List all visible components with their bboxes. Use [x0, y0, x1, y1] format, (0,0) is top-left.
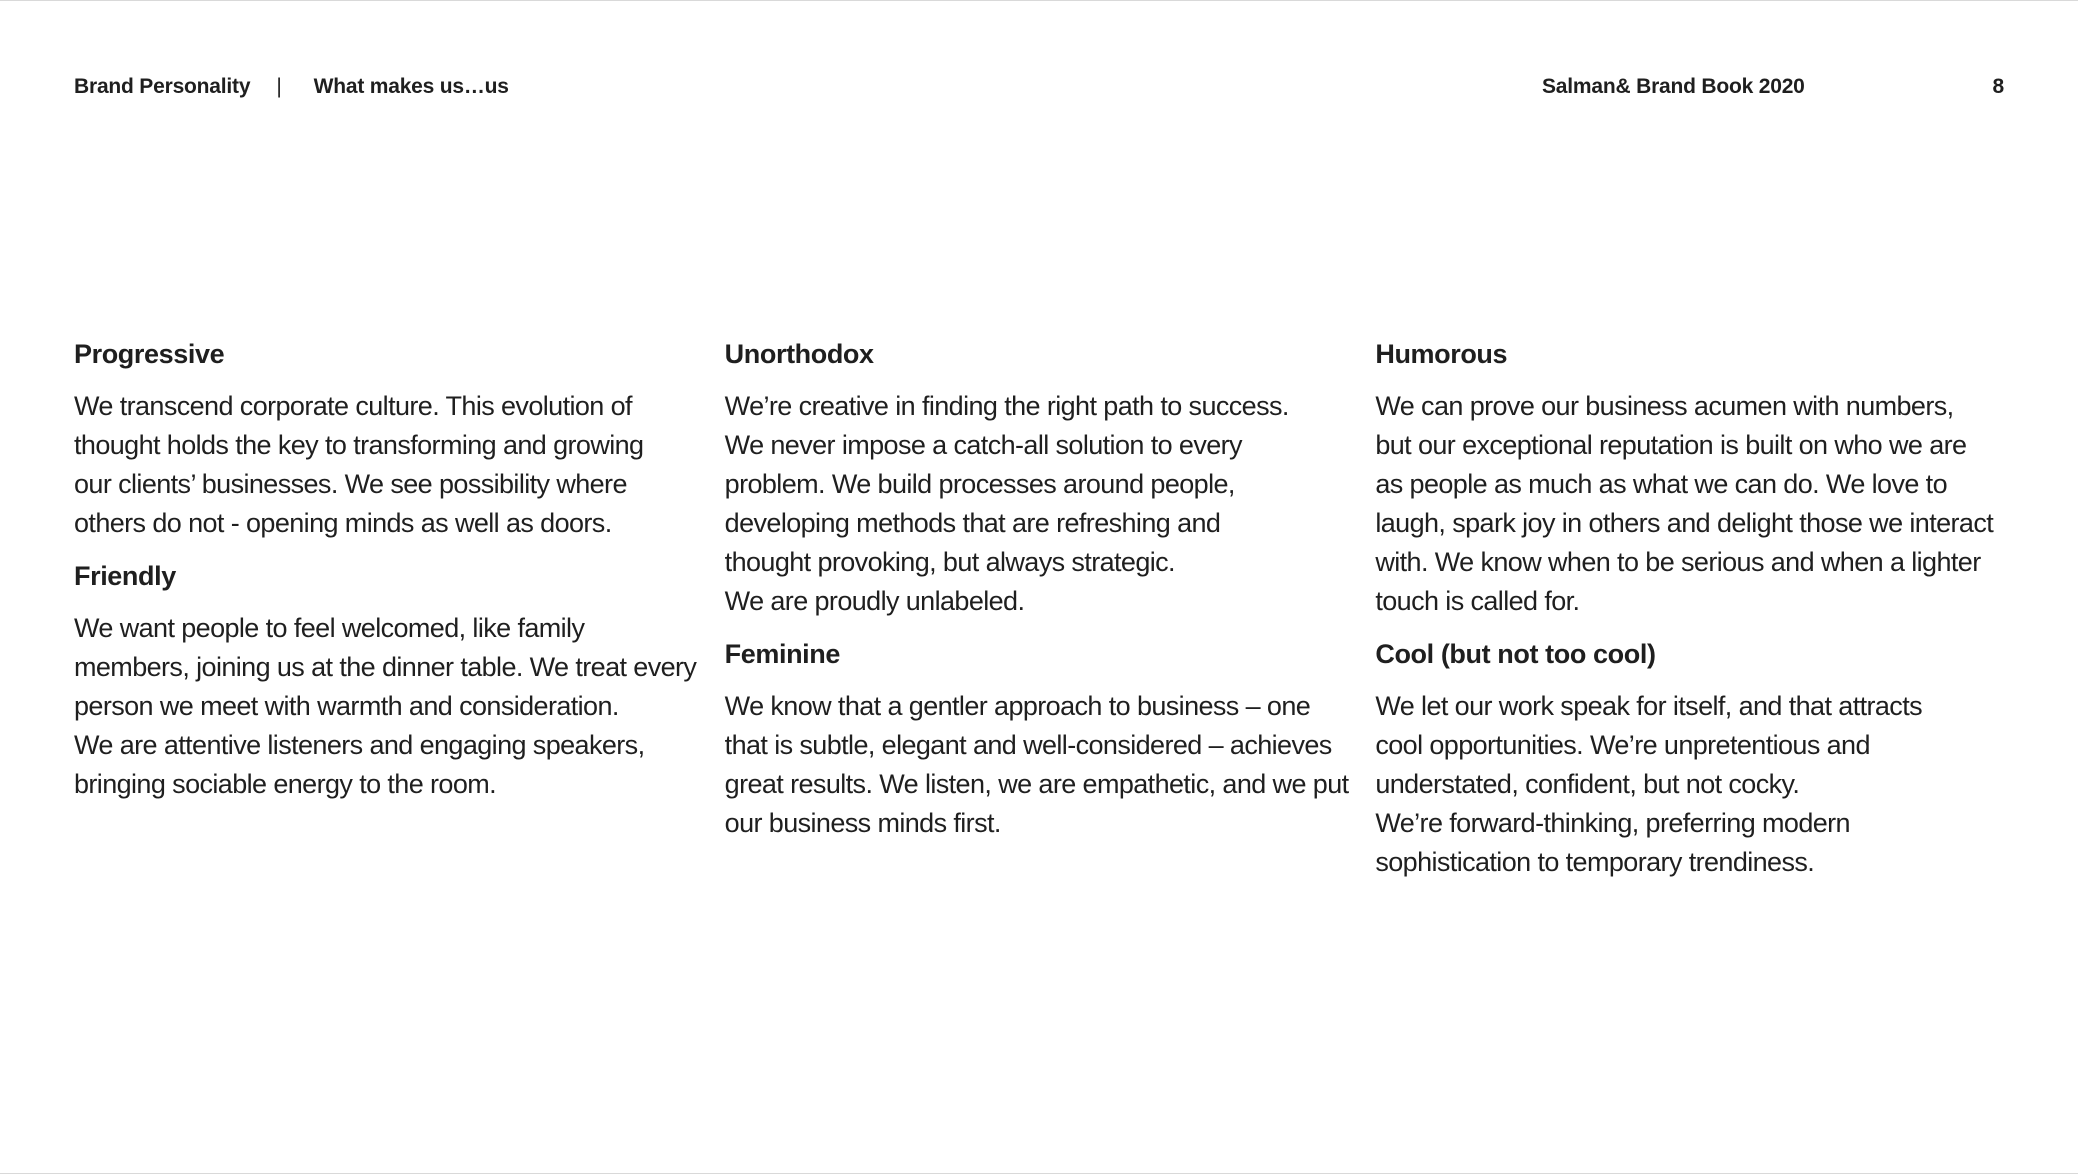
trait-cool — [1375, 635, 2004, 882]
trait-title: Progressive — [74, 339, 225, 369]
trait-title: Feminine — [724, 639, 840, 669]
page-number: 8 — [1992, 75, 2004, 98]
breadcrumb-separator: | — [276, 75, 282, 98]
breadcrumb-subsection: What makes us…us — [313, 75, 509, 98]
trait-title: Humorous — [1375, 339, 1508, 369]
trait-title: Friendly — [74, 561, 176, 591]
column-3 — [1375, 335, 2004, 882]
trait-description: We let our work speak for itself, and that attracts cool opportunities. We’re unpretentious and understated, confident, but not cocky. We’re forward-thinking, preferring modern sophistication to temporary trendiness. — [1375, 691, 1923, 877]
column-1 — [74, 335, 703, 882]
trait-title: Cool (but not too cool) — [1375, 639, 1656, 669]
trait-feminine — [725, 635, 1354, 843]
column-2 — [725, 335, 1354, 882]
trait-description: We want people to feel welcomed, like family members, joining us at the dinner table. We treat every person we meet with warmth and consideration. We are attentive listeners and engaging speakers, bringing sociable energy to the room. — [74, 613, 697, 799]
book-title: Salman& Brand Book 2020 — [1542, 75, 1805, 98]
trait-title: Unorthodox — [724, 339, 874, 369]
page-header — [74, 75, 2004, 105]
trait-description: We’re creative in finding the right path to success. We never impose a catch-all solution to every problem. We build processes around people, developing methods that are refreshing and thought provoking, but always strategic. We are proudly unlabeled. — [724, 391, 1289, 616]
breadcrumb-section: Brand Personality — [74, 75, 251, 98]
trait-unorthodox — [725, 335, 1354, 621]
trait-humorous — [1375, 335, 2004, 621]
trait-progressive — [74, 335, 703, 543]
personality-columns — [74, 335, 2004, 882]
trait-description: We can prove our business acumen with numbers, but our exceptional reputation is built on who we are as people as much as what we can do. We love to laugh, spark joy in others and delight those we interact with. We know when to be serious and when a lighter touch is called for. — [1375, 391, 1994, 616]
trait-description: We transcend corporate culture. This evolution of thought holds the key to transforming and growing our clients’ businesses. We see possibility where others do not - opening minds as well as doors. — [74, 391, 644, 538]
breadcrumb — [74, 75, 509, 99]
trait-friendly — [74, 557, 703, 804]
trait-description: We know that a gentler approach to business – one that is subtle, elegant and well-considered – achieves great results. We listen, we are empathetic, and we put our business minds first. — [724, 691, 1349, 838]
